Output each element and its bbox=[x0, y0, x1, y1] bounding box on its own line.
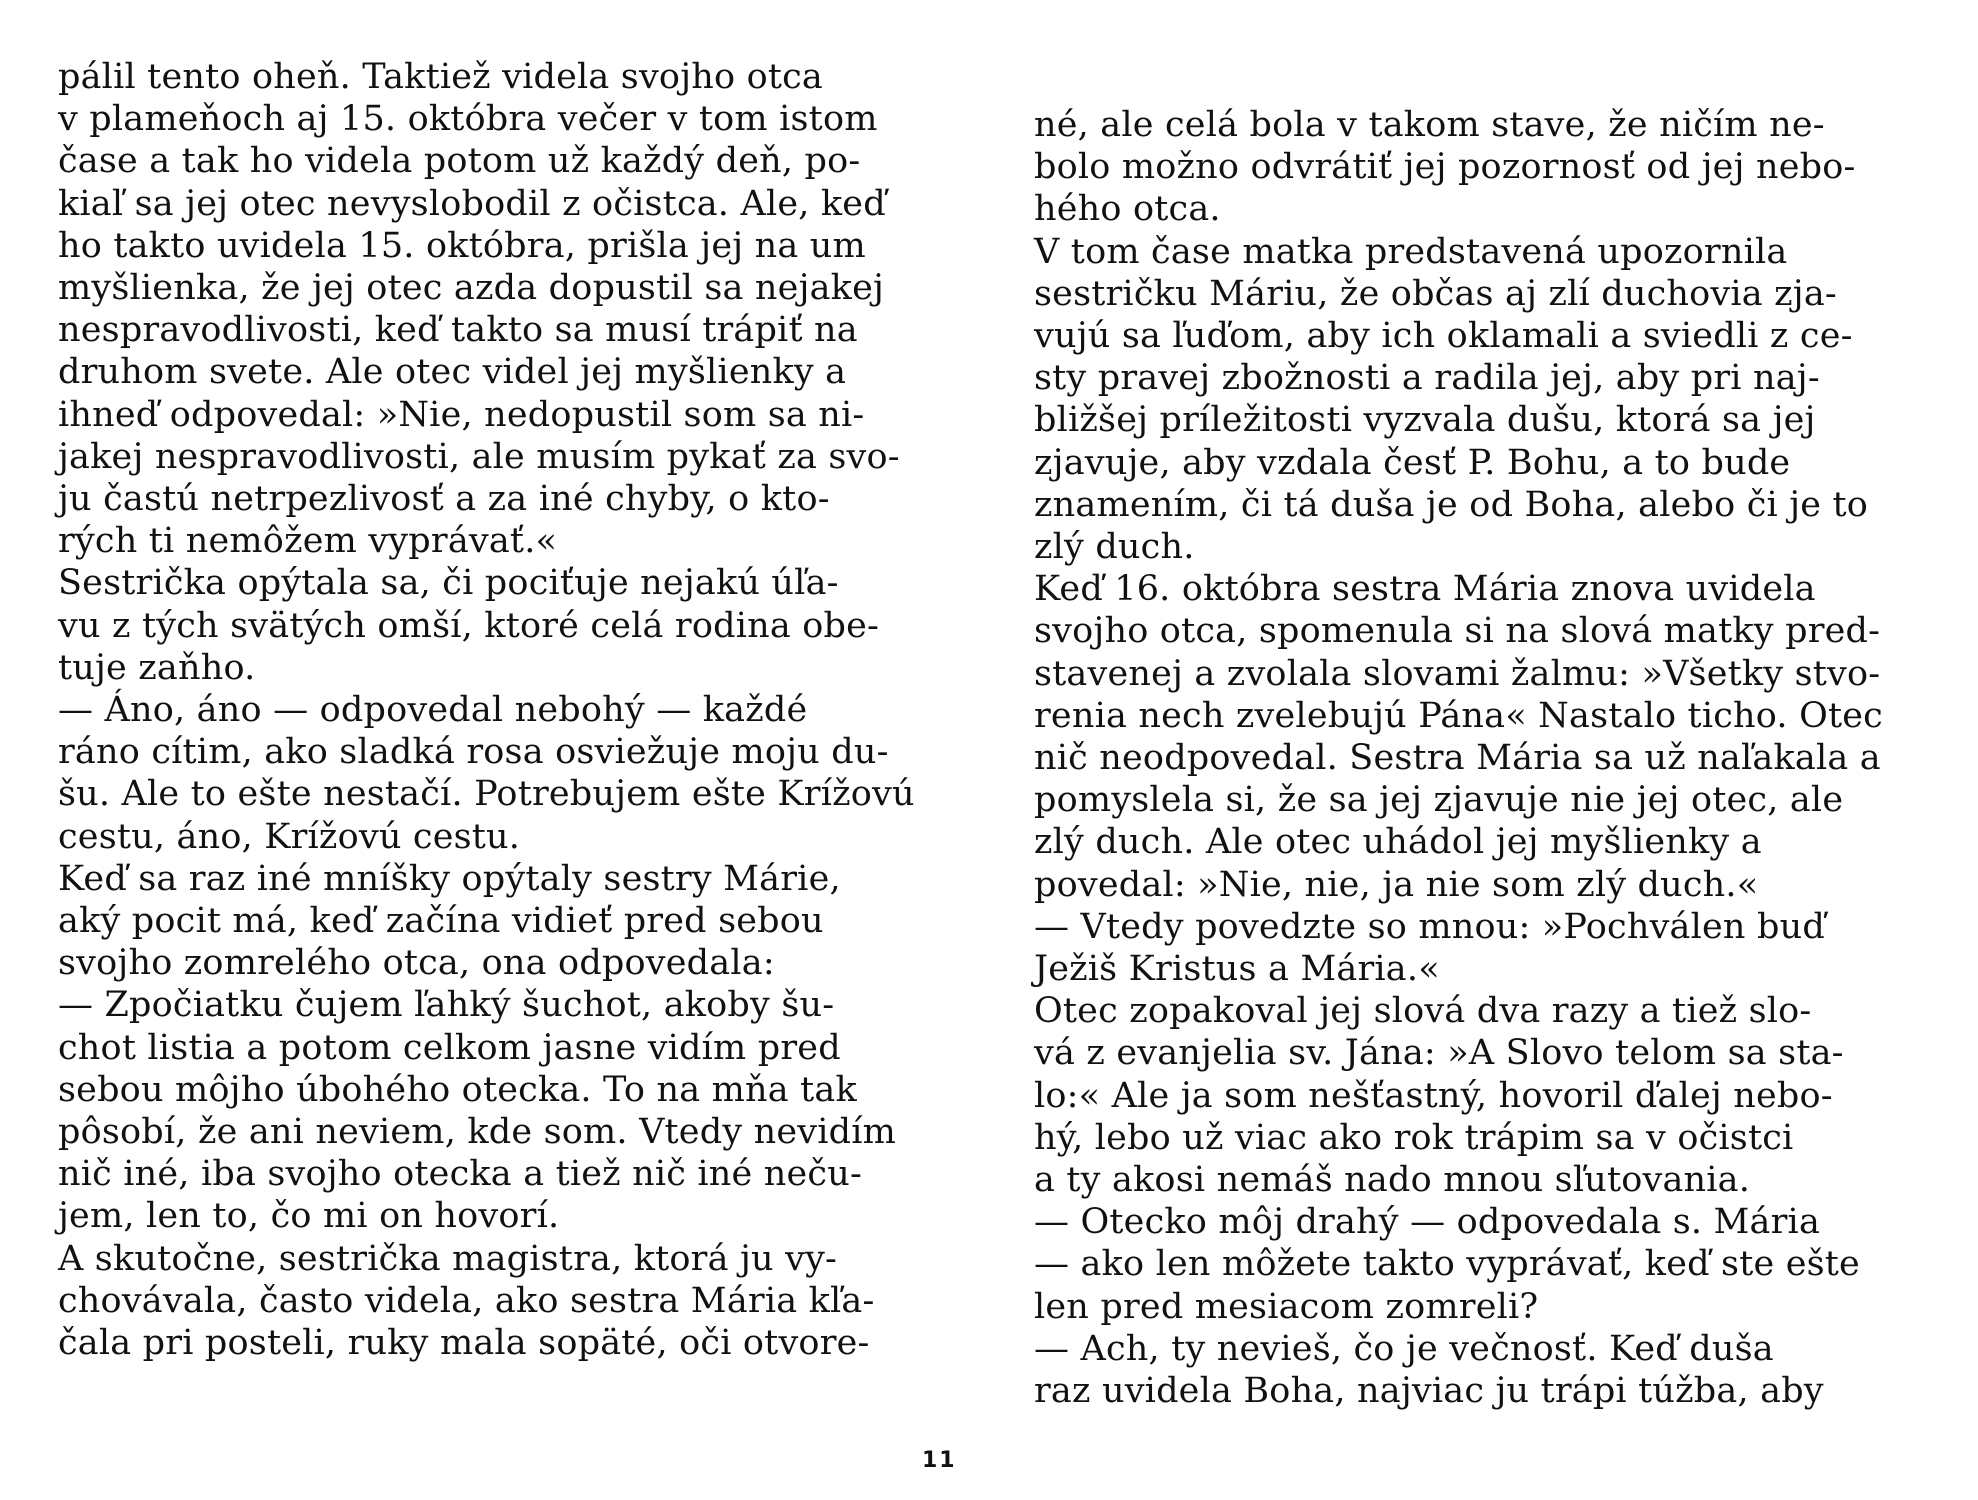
text-line: Ježiš Kristus a Mária.« bbox=[1034, 949, 1440, 989]
text-line: druhom svete. Ale otec videl jej myšlienky a bbox=[58, 352, 847, 393]
text-line: zlý duch. bbox=[1034, 527, 1195, 567]
text-line: bližšej príležitosti vyzvala dušu, ktorá sa jej bbox=[1034, 400, 1816, 441]
text-line: bolo možno odvrátiť jej pozornosť od jej nebo- bbox=[1034, 147, 1856, 188]
text-line: v plameňoch aj 15. októbra večer v tom istom bbox=[58, 99, 878, 140]
text-line: pôsobí, že ani neviem, kde som. Vtedy nevidím bbox=[58, 1112, 897, 1152]
text-line: renia nech zvelebujú Pána« Nastalo ticho. Otec bbox=[1034, 695, 1883, 736]
text-line: znamením, či tá duša je od Boha, alebo či je to bbox=[1034, 484, 1869, 525]
text-line: povedal: »Nie, nie, ja nie som zlý duch.« bbox=[1034, 864, 1759, 905]
text-line: V tom čase matka predstavená upozornila bbox=[1034, 231, 1788, 272]
text-line: né, ale celá bola v takom stave, že ničím ne- bbox=[1034, 105, 1825, 145]
text-line: — Vtedy povedzte so mnou: »Pochválen buď bbox=[1034, 906, 1825, 947]
text-line: Keď sa raz iné mníšky opýtaly sestry Márie, bbox=[58, 858, 841, 899]
text-line: — Ach, ty nevieš, čo je večnosť. Keď duša bbox=[1034, 1328, 1774, 1369]
text-line: lo:« Ale ja som nešťastný, hovoril ďalej nebo- bbox=[1034, 1075, 1833, 1116]
text-line: aký pocit má, keď začína vidieť pred sebou bbox=[58, 901, 824, 941]
text-line: chot listia a potom celkom jasne vidím pred bbox=[58, 1027, 841, 1068]
text-line: A skutočne, sestrička magistra, ktorá ju vy- bbox=[58, 1238, 838, 1279]
text-line: raz uvidela Boha, najviac ju trápi túžba, aby bbox=[1034, 1371, 1824, 1411]
text-line: svojho otca, spomenula si na slová matky pred- bbox=[1034, 611, 1881, 652]
text-line: nespravodlivosti, keď takto sa musí trápiť na bbox=[58, 310, 858, 351]
text-line: tuje zaňho. bbox=[58, 647, 256, 688]
text-line: vu z tých svätých omší, ktoré celá rodina obe- bbox=[58, 605, 880, 646]
text-line: sty pravej zbožnosti a radila jej, aby pri naj- bbox=[1034, 358, 1820, 399]
text-line: šu. Ale to ešte nestačí. Potrebujem ešte Krížovú bbox=[58, 774, 915, 815]
text-line: rých ti nemôžem vyprávať.« bbox=[58, 521, 558, 562]
text-line: myšlienka, že jej otec azda dopustil sa nejakej bbox=[58, 268, 885, 308]
right-page bbox=[989, 0, 1978, 1500]
text-line: ho takto uvidela 15. októbra, prišla jej na um bbox=[58, 225, 866, 266]
text-line: Sestrička opýtala sa, či pociťuje nejakú úľa- bbox=[58, 563, 839, 604]
text-line: čala pri posteli, ruky mala sopäté, oči otvore- bbox=[58, 1323, 870, 1363]
text-line: jem, len to, čo mi on hovorí. bbox=[58, 1196, 560, 1237]
text-line: nič iné, iba svojho otecka a tiež nič iné neču- bbox=[58, 1154, 862, 1195]
text-line: svojho zomrelého otca, ona odpovedala: bbox=[58, 943, 775, 984]
text-line: čase a tak ho videla potom už každý deň, po- bbox=[58, 141, 861, 182]
text-line: ihneď odpovedal: »Nie, nedopustil som sa ni- bbox=[58, 394, 865, 435]
text-line: pomyslela si, že sa jej zjavuje nie jej otec, ale bbox=[1034, 780, 1844, 821]
text-line: a ty akosi nemáš nado mnou sľutovania. bbox=[1034, 1160, 1751, 1200]
page-number: 11 bbox=[922, 1448, 957, 1473]
text-line: vá z evanjelia sv. Jána: »A Slovo telom sa sta- bbox=[1034, 1033, 1844, 1074]
text-line: jakej nespravodlivosti, ale musím pykať za svo- bbox=[58, 436, 900, 477]
text-line: Keď 16. októbra sestra Mária znova uvidela bbox=[1034, 569, 1816, 610]
text-line: — Áno, áno — odpovedal nebohý — každé bbox=[58, 690, 808, 730]
text-line: — Otecko môj drahý — odpovedala s. Mária bbox=[1034, 1202, 1821, 1243]
text-line: zlý duch. Ale otec uhádol jej myšlienky a bbox=[1034, 822, 1762, 863]
text-line: ju častú netrpezlivosť a za iné chyby, o kto- bbox=[58, 479, 830, 519]
text-line: stavenej a zvolala slovami žalmu: »Všetky stvo- bbox=[1034, 653, 1881, 694]
text-line: — ako len môžete takto vyprávať, keď ste ešte bbox=[1034, 1244, 1860, 1285]
text-line: pálil tento oheň. Taktiež videla svojho otca bbox=[58, 57, 823, 97]
text-line: len pred mesiacom zomreli? bbox=[1034, 1286, 1539, 1327]
text-line: vujú sa ľuďom, aby ich oklamali a sviedli z ce- bbox=[1034, 316, 1853, 356]
text-line: kiaľ sa jej otec nevyslobodil z očistca. Ale, keď bbox=[58, 183, 886, 224]
text-line: hého otca. bbox=[1034, 189, 1221, 230]
text-line: chovávala, často videla, ako sestra Mária kľa- bbox=[58, 1280, 875, 1321]
text-line: ráno cítim, ako sladká rosa osviežuje moju du- bbox=[58, 732, 889, 773]
text-line: nič neodpovedal. Sestra Mária sa už naľakala a bbox=[1034, 738, 1881, 778]
text-line: sestričku Máriu, že občas aj zlí duchovia zja- bbox=[1034, 273, 1837, 314]
text-line: — Zpočiatku čujem ľahký šuchot, akoby šu- bbox=[58, 985, 835, 1026]
text-line: hý, lebo už viac ako rok trápim sa v očistci bbox=[1034, 1117, 1794, 1158]
text-line: zjavuje, aby vzdala česť P. Bohu, a to bude bbox=[1034, 442, 1791, 483]
text-line: sebou môjho úbohého otecka. To na mňa tak bbox=[58, 1069, 857, 1110]
text-line: Otec zopakoval jej slová dva razy a tiež slo- bbox=[1034, 991, 1812, 1032]
text-line: cestu, áno, Krížovú cestu. bbox=[58, 816, 521, 857]
